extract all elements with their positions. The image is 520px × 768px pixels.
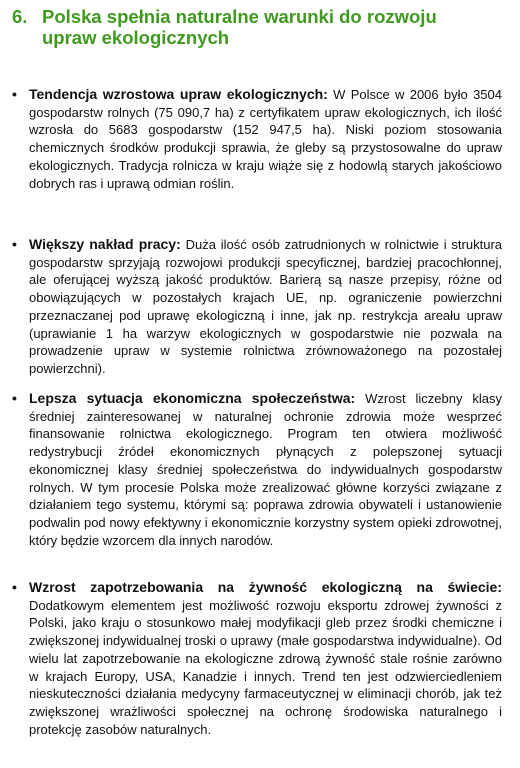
section-title-line-2: upraw ekologicznych xyxy=(42,27,230,48)
bullet-item-term: Lepsza sytuacja ekonomiczna społeczeństwa: xyxy=(29,390,356,406)
bullet-item-term: Większy nakład pracy: xyxy=(29,236,181,252)
bullet-item-upward-trend xyxy=(12,86,502,192)
bullet-item-body xyxy=(29,390,502,549)
bullet-item-text: Duża ilość osób zatrudnionych w rolnictwie i struktura gospodarstw sprzyjają rozwojowi produkcji specyficznej, bardziej pracochłonnej, ale oferującej wyższą jakość produktów. Barierą są nasze przepisy, różne od obowiązujących w pozostałych krajach UE, np. ograniczenie powierzchni przeznaczanej pod uprawę ekologiczną i inne, jak np. restrykcja areału upraw (uprawianie 1 ha warzyw ekologicznych w gospodarstwie nie pozwala na prowadzenie upraw w systemie rolnictwa zrównoważonego na pozostałej powierzchni). xyxy=(29,237,502,376)
bullet-item-text: W Polsce w 2006 było 3504 gospodarstw rolnych (75 090,7 ha) z certyfikatem upraw ekologicznych, ich ilość wzrosła do 5683 gospodarstw (152 947,5 ha). Niski poziom stosowania chemicznych środków produkcji sprawia, że gleby są przystosowalne do upraw ekologicznych. Tradycja rolnicza w kraju wiąże się z hodowlą starych jakościowo dobrych ras i uprawą odmian roślin. xyxy=(29,87,502,191)
bullet-item-economic-situation xyxy=(12,390,502,549)
bullet-marker: • xyxy=(12,236,17,252)
bullet-item-world-demand xyxy=(12,579,502,738)
bullet-item-labor-input xyxy=(12,236,502,378)
bullet-item-body xyxy=(29,579,502,738)
bullet-item-text: Wzrost liczebny klasy średniej zainteresowanej w naturalnej ochronie zdrowia może wesprzeć finansowanie rolnictwa ekologicznego. Program ten otwiera możliwość redystrybucji źródeł ekonomicznych płynących z polepszonej sytuacji ekonomicznej klasy średniej społeczeństwa do indywidualnych gospodarstw rolnych. W tym procesie Polska może zrealizować główne korzyści związane z działaniem tego systemu, którymi są: poprawa zdrowia obywateli i ustanowienie podwalin pod nowy efektywny i ekonomicznie korzystny system opieki zdrowotnej, który będzie wzorcem dla innych narodów. xyxy=(29,391,502,548)
bullet-item-text: Dodatkowym elementem jest możliwość rozwoju eksportu zdrowej żywności z Polski, jako kraju o stosunkowo małej modyfikacji gleb przez środki chemiczne i zwiększonej indywidualnej troski o uprawy (małe gospodarstwa indywidualne). Od wielu lat zapotrzebowanie na ekologiczne zdrową żywność stale rośnie zarówno w krajach Europy, USA, Kanadzie i innych. Trend ten jest odzwierciedleniem nieskuteczności działania medycyny farmaceutycznej w eliminacji chorób, jak też zwiększonej wrażliwości społecznej na ochronę środowiska naturalnego i protekcję zasobów naturalnych. xyxy=(29,597,502,737)
bullet-item-body xyxy=(29,86,502,192)
bullet-item-term: Wzrost zapotrzebowania na żywność ekologiczną na świecie: xyxy=(29,579,502,595)
section-title-line-1: Polska spełnia naturalne warunki do rozwoju xyxy=(42,6,437,27)
bullet-marker: • xyxy=(12,86,17,102)
section-number: 6. xyxy=(12,6,28,27)
bullet-item-body xyxy=(29,236,502,378)
section-heading xyxy=(12,6,512,48)
bullet-marker: • xyxy=(12,579,17,595)
bullet-item-term: Tendencja wzrostowa upraw ekologicznych: xyxy=(29,86,328,102)
bullet-marker: • xyxy=(12,390,17,406)
